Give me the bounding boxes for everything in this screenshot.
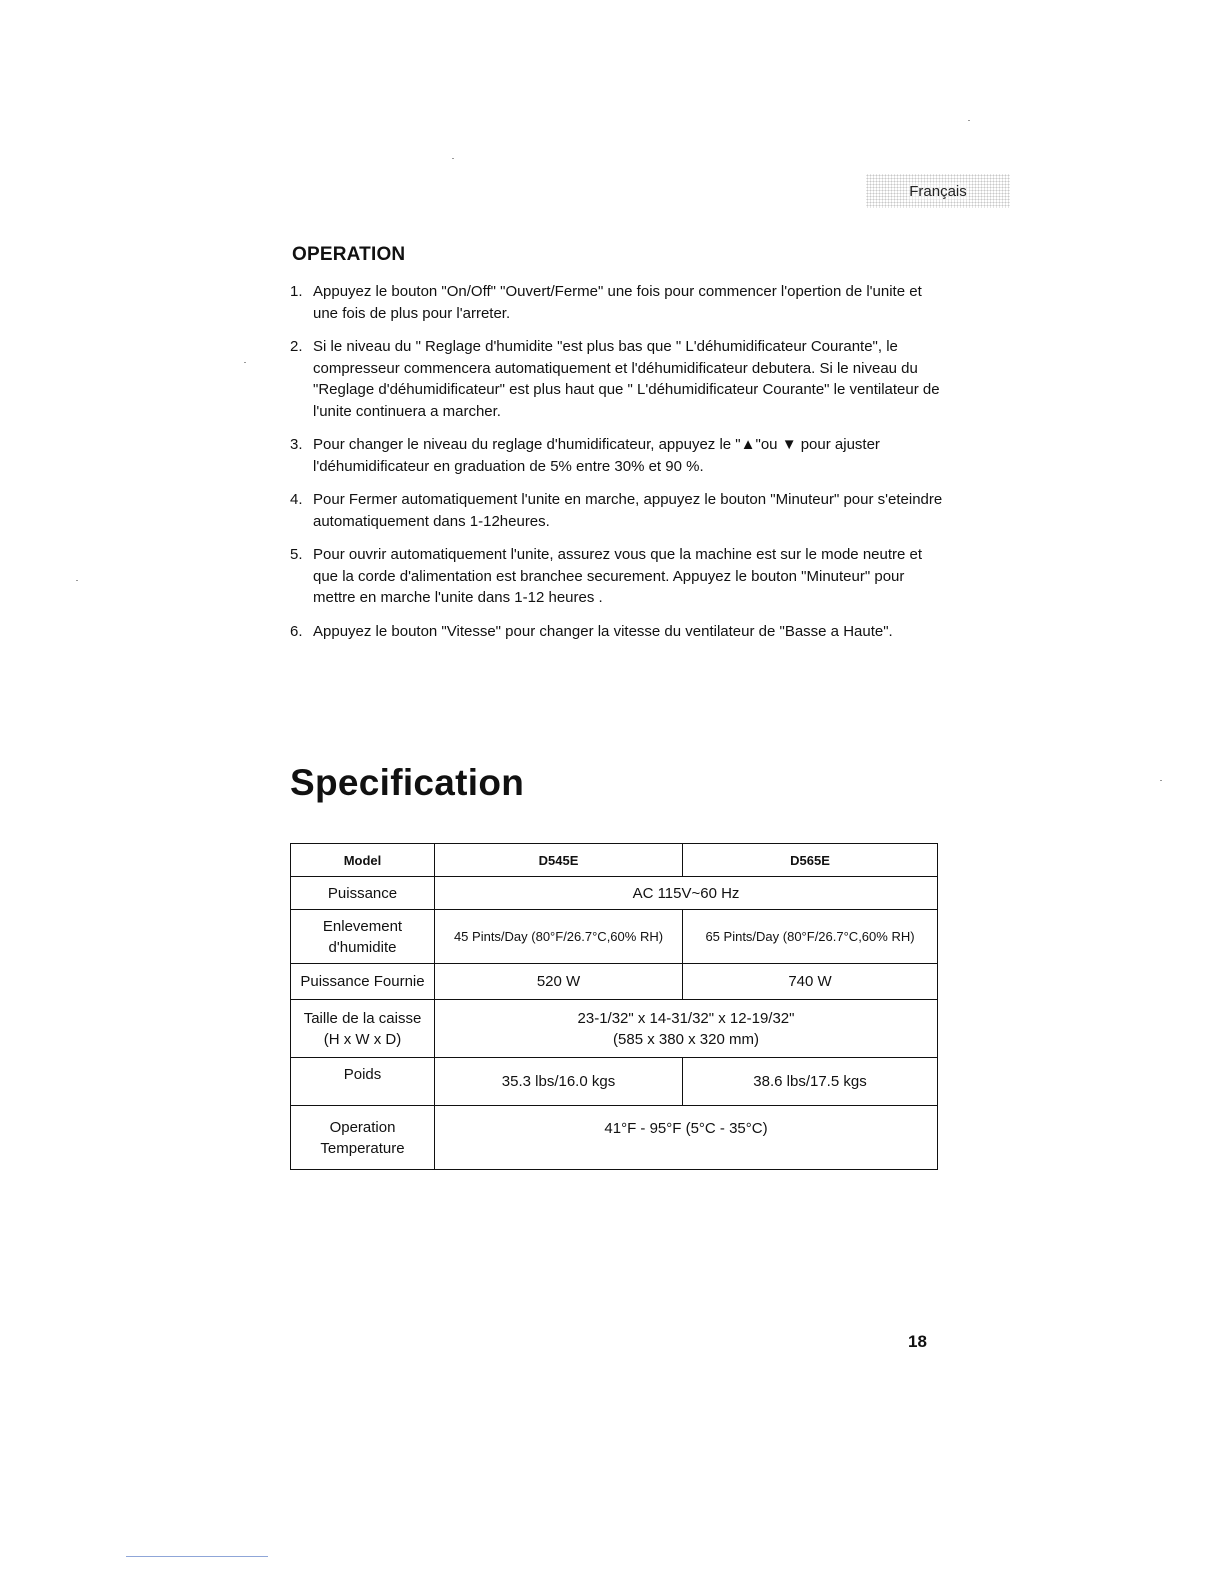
specification-title: Specification [290, 762, 525, 803]
row-label: Puissance Fournie [291, 964, 435, 1000]
row-value-d545e: 520 W [435, 964, 683, 1000]
header-model: Model [291, 844, 435, 877]
specification-table [290, 843, 938, 1170]
header-d545e: D545E [435, 844, 683, 877]
language-label: Français [909, 182, 967, 200]
table-row-enlevement [291, 910, 938, 964]
row-value-d545e: 45 Pints/Day (80°F/26.7°C,60% RH) [435, 910, 683, 964]
row-label: Poids [291, 1058, 435, 1106]
operation-heading: OPERATION [292, 244, 406, 265]
step-number: 5. [290, 546, 303, 563]
page-number: 18 [908, 1332, 927, 1351]
table-header-row [291, 844, 938, 877]
table-row-puissance [291, 877, 938, 910]
table-row-temperature [291, 1106, 938, 1170]
scan-speck [76, 580, 78, 581]
step-number: 3. [290, 436, 303, 453]
language-badge [866, 174, 1010, 208]
table-row-puissance-fournie [291, 964, 938, 1000]
step-item [290, 621, 950, 643]
step-text: Si le niveau du " Reglage d'humidite "est plus bas que " L'déhumidificateur Courante", le compresseur commencera automatiquement et l'déhumidificateur debutera. Si le niveau du "Reglage d'déhumidificateur" est plus haut que " L'déhumidificateur Courante" le ventilateur de l'unite continuera a marcher. [313, 338, 940, 420]
row-label: Enlevement d'humidite [291, 910, 435, 964]
row-value-d565e: 38.6 lbs/17.5 kgs [683, 1058, 938, 1106]
row-value-d565e: 740 W [683, 964, 938, 1000]
row-value: 41°F - 95°F (5°C - 35°C) [435, 1106, 938, 1170]
row-label: Taille de la caisse (H x W x D) [291, 1000, 435, 1058]
scan-speck [244, 362, 246, 363]
operation-steps [290, 281, 950, 654]
step-text: Appuyez le bouton "Vitesse" pour changer la vitesse du ventilateur de "Basse a Haute". [313, 622, 893, 640]
up-arrow-icon: ▲ [740, 436, 756, 453]
step-item [290, 489, 950, 532]
step-text: Pour changer le niveau du reglage d'humidificateur, appuyez le "▲"ou ▼ pour ajuster l'déhumidificateur en graduation de 5% entre 30% et 90 %. [313, 436, 880, 475]
step-number: 4. [290, 491, 303, 508]
step-number: 6. [290, 622, 303, 640]
row-value-d565e: 65 Pints/Day (80°F/26.7°C,60% RH) [683, 910, 938, 964]
step-item [290, 544, 950, 609]
down-arrow-icon: ▼ [781, 436, 797, 453]
footer-rule [126, 1556, 268, 1557]
row-label: Operation Temperature [291, 1106, 435, 1170]
step-number: 2. [290, 338, 303, 355]
table-row-taille [291, 1000, 938, 1058]
scan-speck [968, 120, 970, 121]
step-item [290, 434, 950, 477]
row-value: 23-1/32" x 14-31/32" x 12-19/32" (585 x 380 x 320 mm) [435, 1000, 938, 1058]
step-item [290, 336, 950, 422]
step-text: Appuyez le bouton "On/Off" "Ouvert/Ferme" une fois pour commencer l'opertion de l'unite et une fois de plus pour l'arreter. [313, 283, 922, 322]
step-item [290, 281, 950, 324]
header-d565e: D565E [683, 844, 938, 877]
step-number: 1. [290, 283, 303, 300]
row-value-d545e: 35.3 lbs/16.0 kgs [435, 1058, 683, 1106]
scan-speck [452, 158, 454, 159]
step-text: Pour Fermer automatiquement l'unite en marche, appuyez le bouton "Minuteur" pour s'eteindre automatiquement dans 1-12heures. [313, 491, 943, 530]
scan-speck [1160, 780, 1162, 781]
row-value: AC 115V~60 Hz [435, 877, 938, 910]
table-row-poids [291, 1058, 938, 1106]
row-label: Puissance [291, 877, 435, 910]
step-text: Pour ouvrir automatiquement l'unite, assurez vous que la machine est sur le mode neutre et que la corde d'alimentation est branchee securement. Appuyez le bouton "Minuteur" pour mettre en marche l'unite dans 1-12 heures . [313, 546, 923, 606]
